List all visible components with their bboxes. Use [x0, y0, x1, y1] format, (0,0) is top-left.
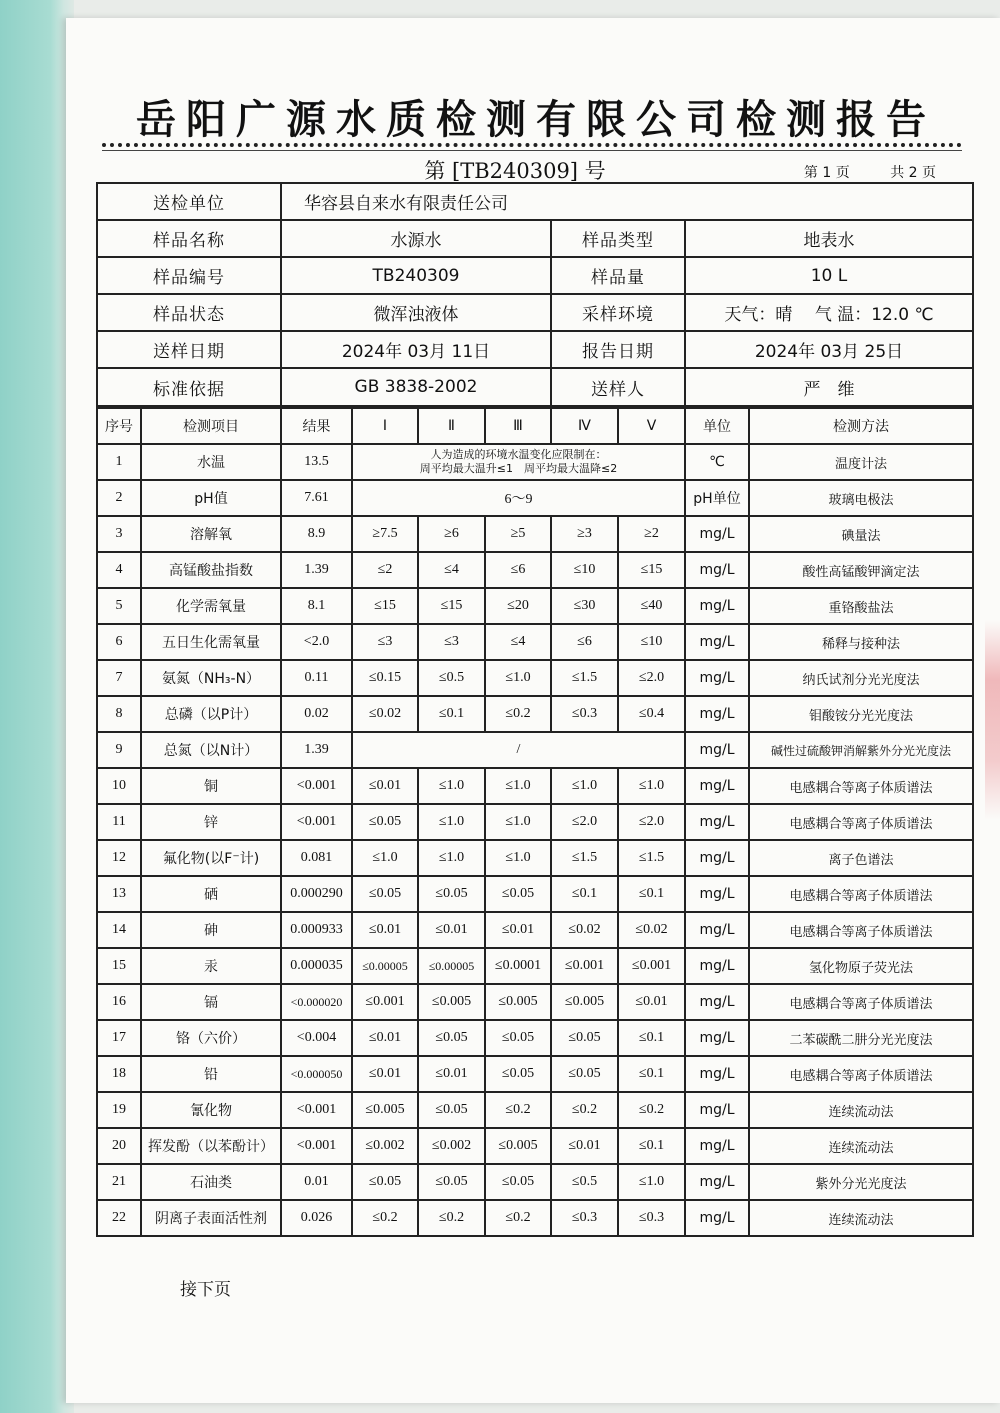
limit-class-4: ≤1.5 [551, 840, 618, 876]
table-row [97, 624, 973, 660]
table-row [97, 660, 973, 696]
limit-class-1: ≥7.5 [352, 516, 418, 552]
page-indicator [796, 162, 936, 182]
limit-class-4: ≤1.5 [551, 660, 618, 696]
row-number: 7 [97, 660, 141, 696]
limit-class-2: ≤0.00005 [418, 948, 485, 984]
page-current: 第 1 页 [803, 165, 850, 181]
limit-class-1: ≤0.15 [352, 660, 418, 696]
test-item: 硒 [141, 876, 281, 912]
table-row [97, 948, 973, 984]
table-row [97, 768, 973, 804]
send-date-value: 2024年 03月 11日 [281, 331, 551, 368]
report-number: 第 [TB240309] 号 [424, 159, 606, 183]
table-row [97, 876, 973, 912]
test-result: <0.001 [281, 1092, 352, 1128]
test-result: <2.0 [281, 624, 352, 660]
test-method: 连续流动法 [749, 1128, 973, 1164]
limit-class-1: ≤2 [352, 552, 418, 588]
test-result: <0.000050 [281, 1056, 352, 1092]
table-row [97, 552, 973, 588]
env-value: 天气：晴 气 温：12.0 ℃ [685, 294, 973, 331]
test-result: <0.001 [281, 804, 352, 840]
table-row [97, 1128, 973, 1164]
table-row [97, 516, 973, 552]
limit-class-1: ≤1.0 [352, 840, 418, 876]
sample-name-label: 样品名称 [97, 220, 281, 257]
unit: mg/L [685, 588, 749, 624]
row-number: 16 [97, 984, 141, 1020]
unit: mg/L [685, 552, 749, 588]
limit-class-1: ≤0.05 [352, 876, 418, 912]
title-divider-line [102, 150, 962, 151]
limit-class-4: ≤0.05 [551, 1056, 618, 1092]
limit-class-4: ≤0.02 [551, 912, 618, 948]
test-method: 纳氏试剂分光光度法 [749, 660, 973, 696]
unit: mg/L [685, 912, 749, 948]
row-number: 13 [97, 876, 141, 912]
test-item: 氟化物(以F⁻计) [141, 840, 281, 876]
unit: mg/L [685, 516, 749, 552]
row-number: 2 [97, 480, 141, 516]
limit-class-5: ≤0.4 [618, 696, 685, 732]
row-number: 11 [97, 804, 141, 840]
limit-class-4: ≤0.1 [551, 876, 618, 912]
report-title: 岳阳广源水质检测有限公司检测报告 [136, 97, 936, 143]
limit-class-4: ≤0.5 [551, 1164, 618, 1200]
limit-class-3: ≤0.2 [485, 696, 551, 732]
test-result: 0.000035 [281, 948, 352, 984]
limit-class-2: ≤1.0 [418, 804, 485, 840]
title-divider [102, 143, 962, 147]
test-result: 0.000290 [281, 876, 352, 912]
test-item: 砷 [141, 912, 281, 948]
unit: mg/L [685, 696, 749, 732]
limit-class-5: ≤0.02 [618, 912, 685, 948]
limit-class-3: ≤0.005 [485, 1128, 551, 1164]
limit-class-4: ≤1.0 [551, 768, 618, 804]
limit-class-5: ≤15 [618, 552, 685, 588]
limit-class-5: ≤0.1 [618, 1020, 685, 1056]
row-number: 15 [97, 948, 141, 984]
seal-stamp-fragment [985, 620, 1000, 820]
limit-range: / [352, 732, 685, 768]
table-row [97, 732, 973, 768]
row-number: 9 [97, 732, 141, 768]
limit-class-3: ≤6 [485, 552, 551, 588]
limit-class-3: ≤0.2 [485, 1200, 551, 1236]
sample-no-label: 样品编号 [97, 257, 281, 294]
sample-name-value: 水源水 [281, 220, 551, 257]
limit-class-3: ≤0.05 [485, 1056, 551, 1092]
test-method: 温度计法 [749, 444, 973, 480]
env-label: 采样环境 [551, 294, 685, 331]
row-number: 22 [97, 1200, 141, 1236]
limit-class-4: ≤0.2 [551, 1092, 618, 1128]
test-item: 水温 [141, 444, 281, 480]
test-result: 0.000933 [281, 912, 352, 948]
client-value: 华容县自来水有限责任公司 [281, 183, 973, 220]
table-header-row [97, 408, 973, 444]
table-row [97, 1056, 973, 1092]
limit-class-5: ≤1.0 [618, 768, 685, 804]
header-result: 结果 [281, 408, 352, 444]
table-row [97, 912, 973, 948]
row-number: 6 [97, 624, 141, 660]
test-item: 铬（六价） [141, 1020, 281, 1056]
limit-class-4: ≥3 [551, 516, 618, 552]
test-item: 石油类 [141, 1164, 281, 1200]
limit-class-4: ≤6 [551, 624, 618, 660]
row-number: 3 [97, 516, 141, 552]
test-item: 铜 [141, 768, 281, 804]
unit: mg/L [685, 876, 749, 912]
limit-class-1: ≤0.05 [352, 1164, 418, 1200]
sample-info-table [96, 182, 974, 407]
limit-class-1: ≤0.05 [352, 804, 418, 840]
header-no: 序号 [97, 408, 141, 444]
limit-class-3: ≤1.0 [485, 660, 551, 696]
table-row [97, 696, 973, 732]
limit-class-2: ≤15 [418, 588, 485, 624]
table-row [97, 840, 973, 876]
limit-class-5: ≤1.0 [618, 1164, 685, 1200]
limit-class-1: ≤0.02 [352, 696, 418, 732]
table-row [97, 984, 973, 1020]
limit-class-1: ≤0.001 [352, 984, 418, 1020]
unit: mg/L [685, 804, 749, 840]
unit: pH单位 [685, 480, 749, 516]
limit-class-3: ≥5 [485, 516, 551, 552]
unit: ℃ [685, 444, 749, 480]
test-result: 7.61 [281, 480, 352, 516]
client-label: 送检单位 [97, 183, 281, 220]
test-method: 电感耦合等离子体质谱法 [749, 804, 973, 840]
limit-class-3: ≤0.005 [485, 984, 551, 1020]
limit-class-3: ≤1.0 [485, 840, 551, 876]
limit-class-4: ≤30 [551, 588, 618, 624]
limit-class-2: ≤3 [418, 624, 485, 660]
test-item: 高锰酸盐指数 [141, 552, 281, 588]
limit-class-1: ≤0.01 [352, 1020, 418, 1056]
test-result: 1.39 [281, 732, 352, 768]
test-method: 连续流动法 [749, 1200, 973, 1236]
limit-class-5: ≤0.3 [618, 1200, 685, 1236]
limit-class-3: ≤20 [485, 588, 551, 624]
unit: mg/L [685, 1056, 749, 1092]
sample-qty-value: 10 L [685, 257, 973, 294]
limit-class-5: ≤0.1 [618, 876, 685, 912]
unit: mg/L [685, 948, 749, 984]
row-number: 17 [97, 1020, 141, 1056]
sample-qty-label: 样品量 [551, 257, 685, 294]
limit-class-2: ≥6 [418, 516, 485, 552]
limit-class-2: ≤0.01 [418, 912, 485, 948]
test-item: 总氮（以N计） [141, 732, 281, 768]
limit-class-2: ≤1.0 [418, 840, 485, 876]
unit: mg/L [685, 732, 749, 768]
test-result: 8.9 [281, 516, 352, 552]
limit-class-2: ≤0.01 [418, 1056, 485, 1092]
limit-class-1: ≤15 [352, 588, 418, 624]
limit-class-5: ≤40 [618, 588, 685, 624]
sample-type-label: 样品类型 [551, 220, 685, 257]
test-results-table [96, 407, 974, 1237]
table-row [97, 1200, 973, 1236]
test-method: 碱性过硫酸钾消解紫外分光光度法 [749, 732, 973, 768]
limit-class-5: ≤2.0 [618, 660, 685, 696]
limit-class-2: ≤1.0 [418, 768, 485, 804]
test-result: <0.001 [281, 1128, 352, 1164]
header-unit: 单位 [685, 408, 749, 444]
test-item: 挥发酚（以苯酚计） [141, 1128, 281, 1164]
limit-class-1: ≤0.2 [352, 1200, 418, 1236]
header-class-5: Ⅴ [618, 408, 685, 444]
test-method: 碘量法 [749, 516, 973, 552]
unit: mg/L [685, 1200, 749, 1236]
limit-class-3: ≤0.2 [485, 1092, 551, 1128]
row-number: 14 [97, 912, 141, 948]
sender-label: 送样人 [551, 368, 685, 406]
limit-class-4: ≤0.01 [551, 1128, 618, 1164]
limit-class-1: ≤3 [352, 624, 418, 660]
unit: mg/L [685, 624, 749, 660]
limit-class-2: ≤0.05 [418, 1164, 485, 1200]
report-date-value: 2024年 03月 25日 [685, 331, 973, 368]
send-date-label: 送样日期 [97, 331, 281, 368]
test-result: 13.5 [281, 444, 352, 480]
limit-class-4: ≤0.3 [551, 1200, 618, 1236]
test-item: 溶解氧 [141, 516, 281, 552]
limit-note: 人为造成的环境水温变化应限制在： 周平均最大温升≤1 周平均最大温降≤2 [352, 444, 685, 480]
sender-value: 严 维 [685, 368, 973, 406]
unit: mg/L [685, 1092, 749, 1128]
header-method: 检测方法 [749, 408, 973, 444]
table-row [97, 1092, 973, 1128]
table-row [97, 444, 973, 480]
test-item: 阴离子表面活性剂 [141, 1200, 281, 1236]
limit-class-3: ≤1.0 [485, 768, 551, 804]
test-result: 0.01 [281, 1164, 352, 1200]
limit-class-5: ≤0.1 [618, 1056, 685, 1092]
unit: mg/L [685, 1128, 749, 1164]
row-number: 8 [97, 696, 141, 732]
limit-class-1: ≤0.00005 [352, 948, 418, 984]
limit-class-4: ≤0.001 [551, 948, 618, 984]
continued-note: 接下页 [180, 1280, 231, 1300]
limit-class-5: ≥2 [618, 516, 685, 552]
row-number: 4 [97, 552, 141, 588]
limit-class-3: ≤1.0 [485, 804, 551, 840]
test-method: 酸性高锰酸钾滴定法 [749, 552, 973, 588]
page-total: 共 2 页 [890, 165, 936, 181]
limit-class-3: ≤0.01 [485, 912, 551, 948]
limit-class-2: ≤0.005 [418, 984, 485, 1020]
limit-class-3: ≤0.05 [485, 1020, 551, 1056]
test-result: <0.004 [281, 1020, 352, 1056]
test-method: 钼酸铵分光光度法 [749, 696, 973, 732]
limit-class-5: ≤0.01 [618, 984, 685, 1020]
test-item: 氨氮（NH₃-N） [141, 660, 281, 696]
limit-class-5: ≤2.0 [618, 804, 685, 840]
header-item: 检测项目 [141, 408, 281, 444]
unit: mg/L [685, 984, 749, 1020]
row-number: 18 [97, 1056, 141, 1092]
report-date-label: 报告日期 [551, 331, 685, 368]
limit-class-4: ≤2.0 [551, 804, 618, 840]
test-method: 重铬酸盐法 [749, 588, 973, 624]
limit-class-5: ≤0.001 [618, 948, 685, 984]
limit-class-5: ≤10 [618, 624, 685, 660]
row-number: 20 [97, 1128, 141, 1164]
row-number: 21 [97, 1164, 141, 1200]
test-result: 0.081 [281, 840, 352, 876]
test-item: 铅 [141, 1056, 281, 1092]
test-result: 0.11 [281, 660, 352, 696]
unit: mg/L [685, 768, 749, 804]
limit-class-1: ≤0.01 [352, 912, 418, 948]
header-class-4: Ⅳ [551, 408, 618, 444]
sample-type-value: 地表水 [685, 220, 973, 257]
header-class-3: Ⅲ [485, 408, 551, 444]
limit-class-1: ≤0.005 [352, 1092, 418, 1128]
table-row [97, 1164, 973, 1200]
test-method: 玻璃电极法 [749, 480, 973, 516]
header-class-2: Ⅱ [418, 408, 485, 444]
limit-class-2: ≤0.002 [418, 1128, 485, 1164]
unit: mg/L [685, 840, 749, 876]
row-number: 5 [97, 588, 141, 624]
limit-class-2: ≤0.05 [418, 1020, 485, 1056]
row-number: 1 [97, 444, 141, 480]
limit-class-5: ≤1.5 [618, 840, 685, 876]
test-item: 总磷（以P计） [141, 696, 281, 732]
test-result: 1.39 [281, 552, 352, 588]
table-row [97, 480, 973, 516]
limit-class-4: ≤0.05 [551, 1020, 618, 1056]
sample-no-value: TB240309 [281, 257, 551, 294]
sample-state-label: 样品状态 [97, 294, 281, 331]
unit: mg/L [685, 1020, 749, 1056]
limit-class-2: ≤0.1 [418, 696, 485, 732]
limit-class-4: ≤10 [551, 552, 618, 588]
standard-value: GB 3838-2002 [281, 368, 551, 406]
limit-class-1: ≤0.002 [352, 1128, 418, 1164]
binding-edge [0, 0, 74, 1413]
test-result: <0.001 [281, 768, 352, 804]
test-method: 离子色谱法 [749, 840, 973, 876]
test-method: 氢化物原子荧光法 [749, 948, 973, 984]
table-row [97, 588, 973, 624]
unit: mg/L [685, 1164, 749, 1200]
test-item: 氰化物 [141, 1092, 281, 1128]
limit-class-5: ≤0.1 [618, 1128, 685, 1164]
test-method: 连续流动法 [749, 1092, 973, 1128]
test-item: 锌 [141, 804, 281, 840]
test-method: 二苯碳酰二肼分光光度法 [749, 1020, 973, 1056]
unit: mg/L [685, 660, 749, 696]
sample-state-value: 微浑浊液体 [281, 294, 551, 331]
test-method: 电感耦合等离子体质谱法 [749, 912, 973, 948]
limit-class-3: ≤0.05 [485, 1164, 551, 1200]
test-method: 电感耦合等离子体质谱法 [749, 984, 973, 1020]
table-row [97, 804, 973, 840]
table-row [97, 1020, 973, 1056]
limit-class-3: ≤0.05 [485, 876, 551, 912]
limit-range: 6～9 [352, 480, 685, 516]
test-item: 汞 [141, 948, 281, 984]
test-method: 电感耦合等离子体质谱法 [749, 876, 973, 912]
test-result: 0.026 [281, 1200, 352, 1236]
row-number: 12 [97, 840, 141, 876]
limit-class-2: ≤0.2 [418, 1200, 485, 1236]
limit-class-4: ≤0.005 [551, 984, 618, 1020]
row-number: 10 [97, 768, 141, 804]
limit-class-2: ≤0.5 [418, 660, 485, 696]
header-class-1: Ⅰ [352, 408, 418, 444]
row-number: 19 [97, 1092, 141, 1128]
test-result: 8.1 [281, 588, 352, 624]
limit-class-3: ≤4 [485, 624, 551, 660]
limit-class-2: ≤0.05 [418, 1092, 485, 1128]
test-item: 五日生化需氧量 [141, 624, 281, 660]
limit-class-2: ≤0.05 [418, 876, 485, 912]
test-item: 镉 [141, 984, 281, 1020]
limit-class-5: ≤0.2 [618, 1092, 685, 1128]
standard-label: 标准依据 [97, 368, 281, 406]
limit-class-2: ≤4 [418, 552, 485, 588]
test-item: pH值 [141, 480, 281, 516]
test-method: 电感耦合等离子体质谱法 [749, 1056, 973, 1092]
test-method: 稀释与接种法 [749, 624, 973, 660]
limit-class-3: ≤0.0001 [485, 948, 551, 984]
test-result: 0.02 [281, 696, 352, 732]
test-item: 化学需氧量 [141, 588, 281, 624]
limit-class-1: ≤0.01 [352, 1056, 418, 1092]
test-method: 电感耦合等离子体质谱法 [749, 768, 973, 804]
limit-class-4: ≤0.3 [551, 696, 618, 732]
limit-class-1: ≤0.01 [352, 768, 418, 804]
test-result: <0.000020 [281, 984, 352, 1020]
test-method: 紫外分光光度法 [749, 1164, 973, 1200]
